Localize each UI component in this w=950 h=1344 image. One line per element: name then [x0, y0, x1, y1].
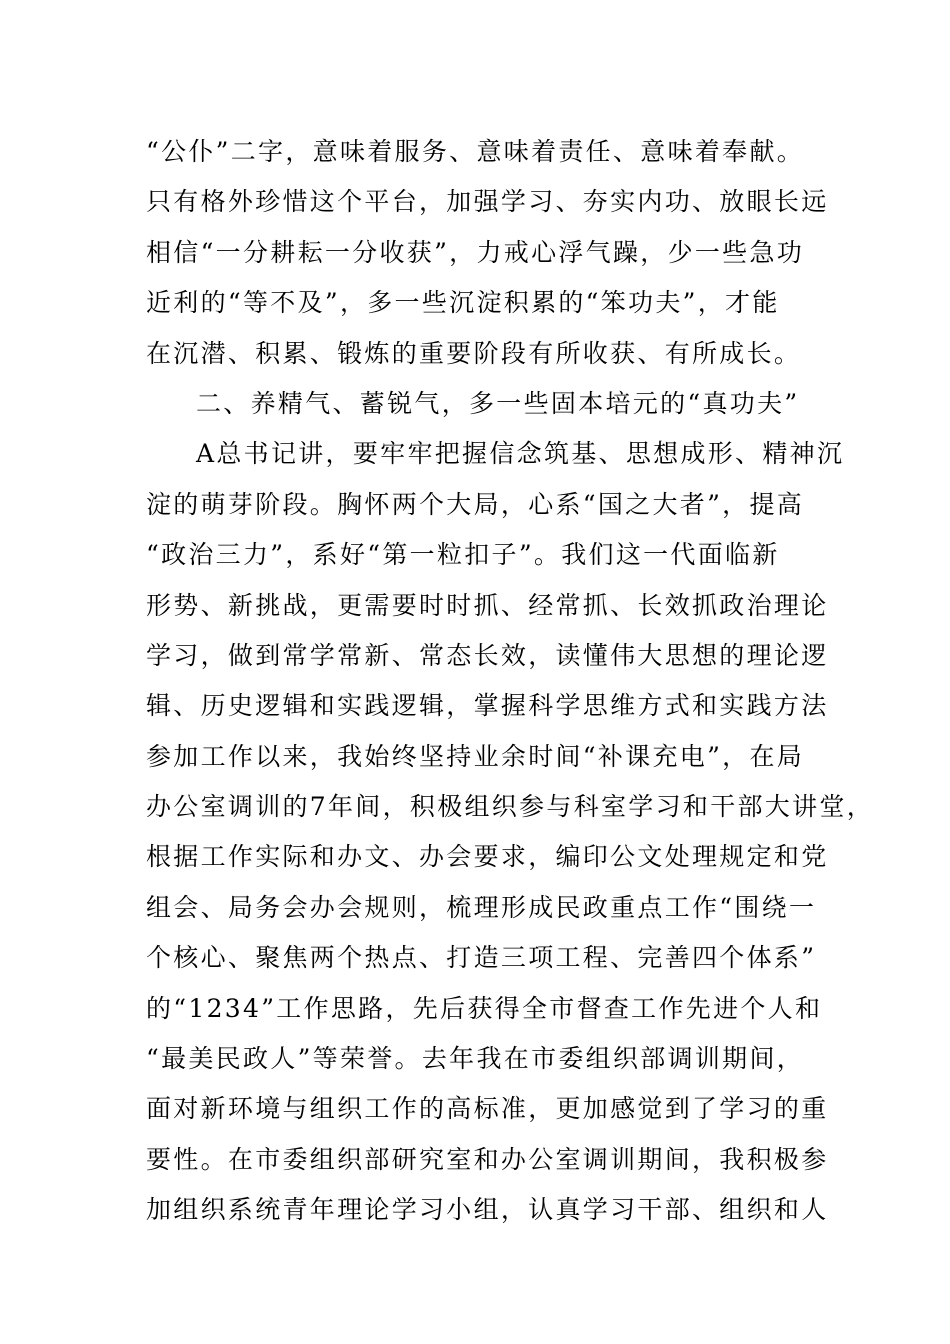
text-line: 参加工作以来，我始终坚持业余时间“补课充电”，在局: [146, 741, 805, 771]
text-line: 学习，做到常学常新、常态长效，读懂伟大思想的理论逻: [146, 640, 829, 670]
text-line: 淀的萌芽阶段。胸怀两个大局，心系“国之大者”，提高: [146, 489, 805, 519]
paragraph-first-line: A总书记讲，要牢牢把握信念筑基、思想成形、精神沉: [196, 439, 845, 469]
text-line: 的“1234”工作思路，先后获得全市督查工作先进个人和: [146, 993, 823, 1023]
text-line: “政治三力”，系好“第一粒扣子”。我们这一代面临新: [146, 540, 780, 570]
text-line: 个核心、聚焦两个热点、打造三项工程、完善四个体系”: [146, 943, 817, 973]
section-heading: 二、养精气、蓄锐气，多一些固本培元的“真功夫”: [196, 388, 800, 418]
text-line: 面对新环境与组织工作的高标准，更加感觉到了学习的重: [146, 1094, 829, 1124]
text-line: 办公室调训的7年间，积极组织参与科室学习和干部大讲堂，: [146, 792, 875, 822]
text-line: 组会、局务会办会规则，梳理形成民政重点工作“围绕一: [146, 892, 817, 922]
text-line: 辑、历史逻辑和实践逻辑，掌握科学思维方式和实践方法: [146, 691, 829, 721]
text-line: 近利的“等不及”，多一些沉淀积累的“笨功夫”，才能: [146, 288, 780, 318]
text-line: 在沉潜、积累、锻炼的重要阶段有所收获、有所成长。: [146, 338, 802, 368]
text-line: 要性。在市委组织部研究室和办公室调训期间，我积极参: [146, 1144, 829, 1174]
text-line: “公仆”二字，意味着服务、意味着责任、意味着奉献。: [146, 137, 805, 166]
text-line: 根据工作实际和办文、办会要求，编印公文处理规定和党: [146, 842, 829, 872]
text-line: 只有格外珍惜这个平台，加强学习、夯实内功、放眼长远: [146, 187, 829, 217]
document-body: [146, 127, 875, 1236]
text-line: 形势、新挑战，更需要时时抓、经常抓、长效抓政治理论: [146, 590, 829, 620]
text-line: 相信“一分耕耘一分收获”，力戒心浮气躁，少一些急功: [146, 237, 805, 267]
text-line: 加组织系统青年理论学习小组，认真学习干部、组织和人: [146, 1195, 829, 1225]
text-line: “最美民政人”等荣誉。去年我在市委组织部调训期间，: [146, 1044, 805, 1074]
